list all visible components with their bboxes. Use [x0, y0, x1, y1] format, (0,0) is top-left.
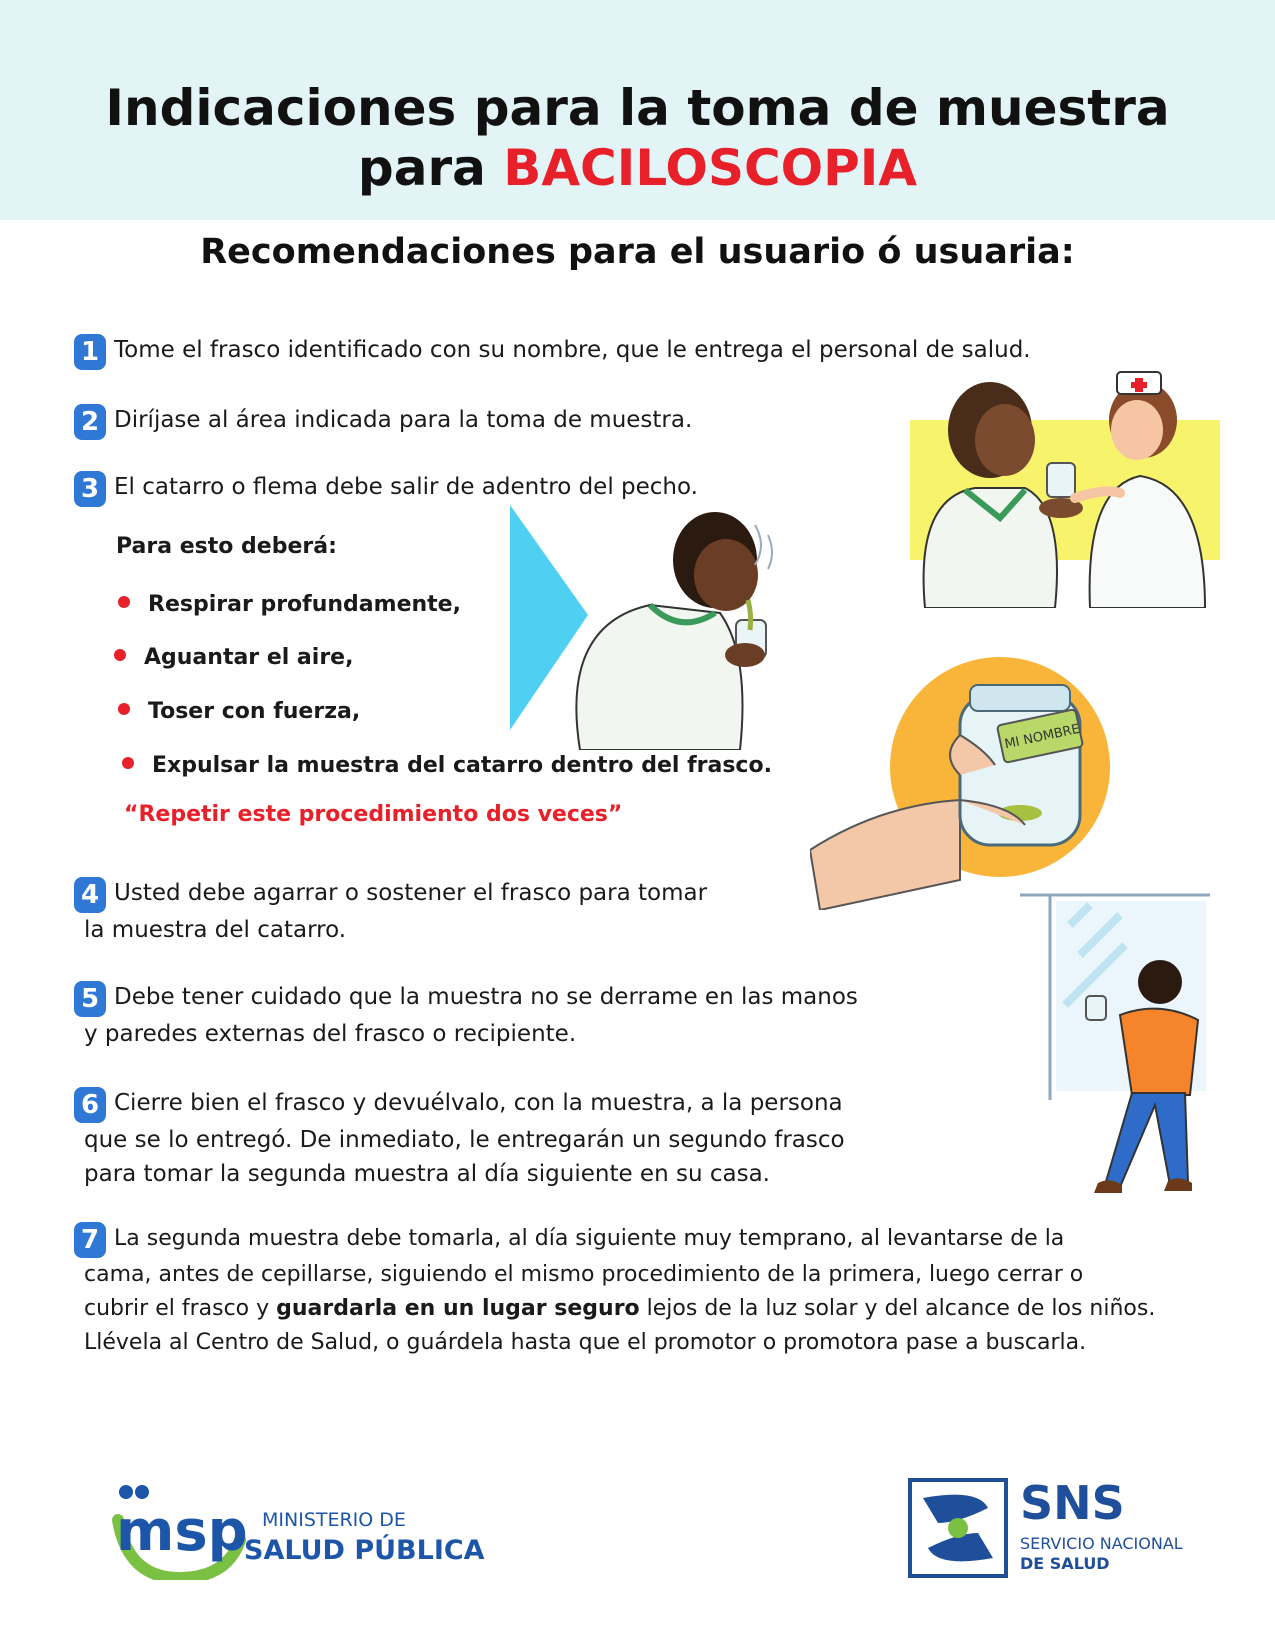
title-accent: BACILOSCOPIA	[503, 139, 918, 197]
msp-logo	[108, 1480, 248, 1580]
bullet-dot	[122, 757, 134, 769]
para-esto-label: Para esto deberá:	[116, 534, 337, 559]
step-text-line: Llévela al Centro de Salud, o guárdela hasta que el promotor o promotora pase a buscarla.	[84, 1330, 1087, 1355]
step-text-line: la muestra del catarro.	[84, 917, 347, 943]
step-text: Tome el frasco identificado con su nombre, que le entrega el personal de salud.	[114, 337, 1031, 363]
repeat-note: “Repetir este procedimiento dos veces”	[124, 802, 623, 827]
step-text-line: Usted debe agarrar o sostener el frasco para tomar	[114, 880, 708, 906]
step-text-line: Cierre bien el frasco y devuélvalo, con la muestra, a la persona	[114, 1090, 843, 1116]
subtitle: Recomendaciones para el usuario ó usuaria:	[200, 232, 1075, 272]
bullet-text: Respirar profundamente,	[148, 592, 461, 617]
step-2	[74, 403, 692, 440]
page-title	[0, 78, 1275, 198]
bullet-text: Toser con fuerza,	[148, 699, 361, 724]
step-1	[74, 333, 1031, 370]
title-line-1: Indicaciones para la toma de muestra	[105, 79, 1170, 137]
step-text-line: para tomar la segunda muestra al día siguiente en su casa.	[84, 1161, 770, 1187]
sns-abbr: SNS	[1020, 1476, 1125, 1530]
step-text-line: Debe tener cuidado que la muestra no se derrame en las manos	[114, 984, 858, 1010]
step-number: 6	[74, 1087, 106, 1123]
sns-line-2: DE SALUD	[1020, 1554, 1110, 1573]
step-number: 2	[74, 404, 106, 440]
sns-logo	[908, 1478, 1008, 1578]
step-text-line: La segunda muestra debe tomarla, al día siguiente muy temprano, al levantarse de la	[114, 1226, 1065, 1251]
step-5	[74, 980, 858, 1051]
step-text-line: cama, antes de cepillarse, siguiendo el mismo procedimiento de la primera, luego cerrar o	[84, 1262, 1084, 1287]
msp-line-1: MINISTERIO DE	[262, 1509, 406, 1531]
bullet-text: Expulsar la muestra del catarro dentro del frasco.	[152, 753, 772, 778]
title-line-2-prefix: para	[357, 139, 504, 197]
step-text: Diríjase al área indicada para la toma de muestra.	[114, 407, 693, 433]
msp-logo-text: msp	[116, 1499, 248, 1564]
step-text-line: que se lo entregó. De inmediato, le entregarán un segundo frasco	[84, 1127, 845, 1153]
bullet-text: Aguantar el aire,	[144, 645, 354, 670]
bullet-item	[118, 697, 360, 727]
msp-line-2: SALUD PÚBLICA	[244, 1535, 485, 1566]
step-number: 5	[74, 981, 106, 1017]
step-text-bold: guardarla en un lugar seguro	[276, 1296, 640, 1321]
jar-label-text: MI NOMBRE	[1003, 721, 1082, 753]
step-6	[74, 1086, 845, 1191]
coughing-illustration	[500, 505, 830, 750]
step-4	[74, 876, 707, 947]
walking-boy-illustration	[1020, 865, 1220, 1205]
bullet-item	[114, 643, 353, 673]
step-7	[74, 1222, 1155, 1360]
bullet-item	[118, 590, 461, 620]
nurse-handing-jar-illustration	[905, 368, 1225, 608]
step-number: 4	[74, 877, 106, 913]
step-text-line: y paredes externas del frasco o recipiente.	[84, 1021, 577, 1047]
bullet-dot	[118, 703, 130, 715]
step-text-line: cubrir el frasco y	[84, 1296, 277, 1321]
step-3	[74, 470, 698, 507]
bullet-dot	[114, 649, 126, 661]
bullet-dot	[118, 596, 130, 608]
step-text-line: lejos de la luz solar y del alcance de los niños.	[639, 1296, 1156, 1321]
step-number: 7	[74, 1222, 106, 1258]
step-number: 3	[74, 471, 106, 507]
step-text: El catarro o flema debe salir de adentro del pecho.	[114, 474, 698, 500]
bullet-item	[122, 751, 772, 781]
step-number: 1	[74, 334, 106, 370]
sns-line-1: SERVICIO NACIONAL	[1020, 1534, 1183, 1553]
